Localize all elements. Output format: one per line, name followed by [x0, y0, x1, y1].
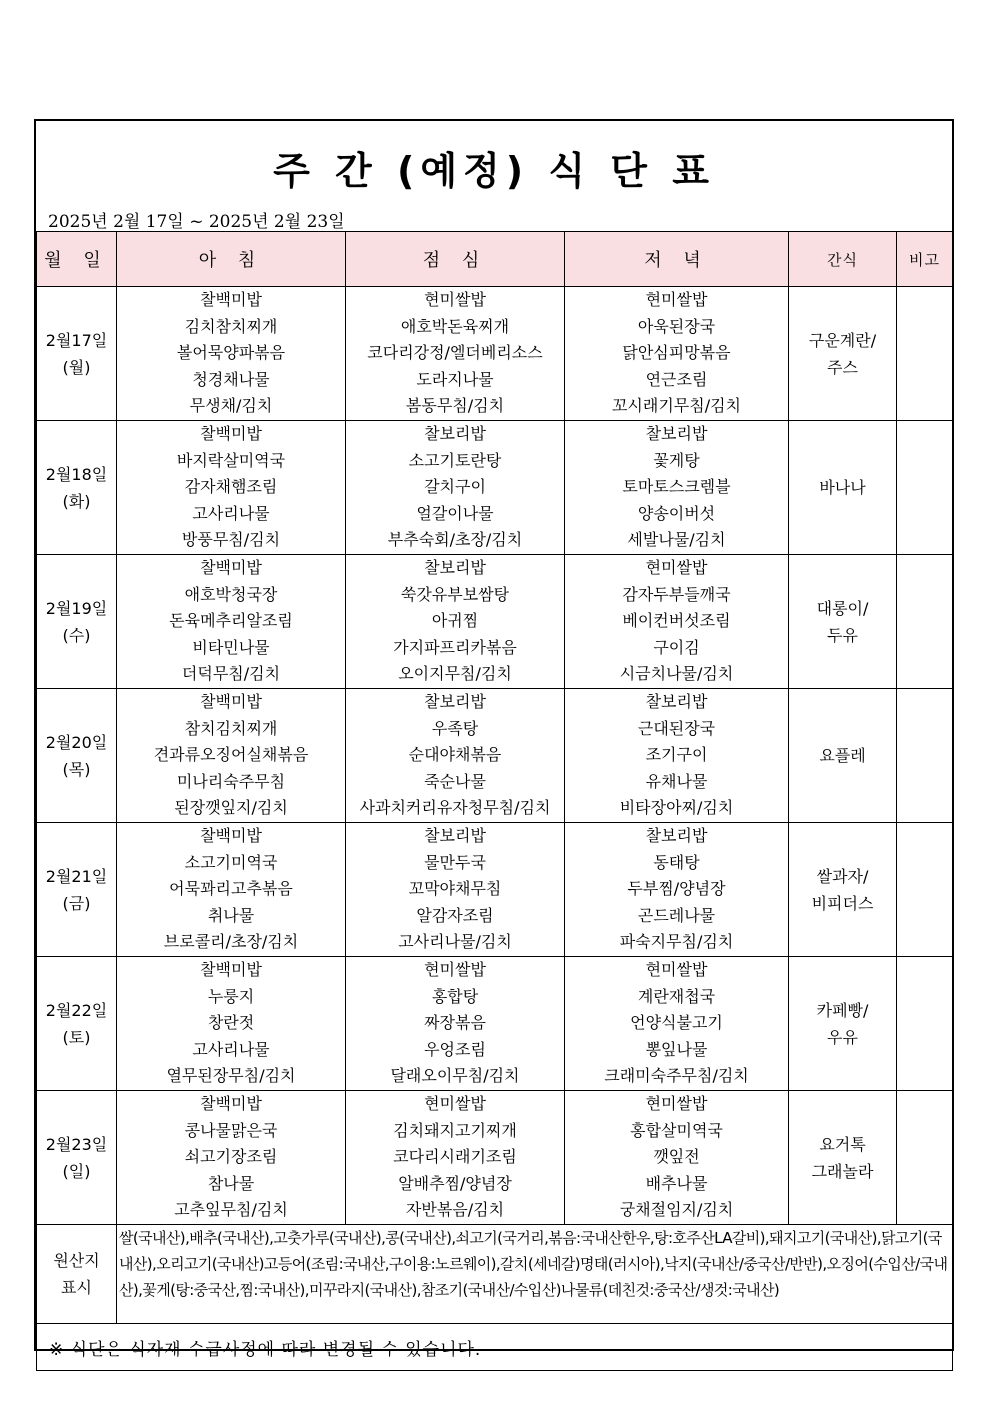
lunch-item: 코다리시래기조림	[393, 1147, 517, 1167]
breakfast-item: 찰백미밥	[200, 826, 262, 845]
breakfast-cell	[117, 689, 346, 823]
lunch-item: 홍합탕	[431, 986, 479, 1006]
breakfast-item: 견과류오징어실채볶음	[153, 745, 309, 765]
breakfast-item: 더덕무침/김치	[181, 664, 281, 684]
lunch-item: 부추숙회/초장/김치	[387, 530, 523, 550]
lunch-item: 현미쌀밥	[424, 290, 486, 309]
snack-item: 구운계란/	[808, 330, 877, 350]
breakfast-item: 콩나물맑은국	[184, 1120, 278, 1140]
remarks-cell	[897, 421, 953, 555]
lunch-item: 알감자조림	[416, 905, 494, 925]
snack-item: 주스	[827, 357, 858, 377]
header-row	[37, 232, 953, 287]
snack-item: 요거톡	[819, 1134, 866, 1154]
snack-cell	[789, 689, 897, 823]
day-weekday: (수)	[62, 625, 91, 645]
dinner-item: 꼬시래기무침/김치	[611, 396, 742, 416]
lunch-item: 고사리나물/김치	[398, 932, 512, 952]
day-weekday: (목)	[62, 759, 91, 779]
remarks-cell	[897, 555, 953, 689]
breakfast-item: 찰백미밥	[200, 1094, 262, 1113]
snack-item: 쌀과자/	[816, 866, 869, 886]
dinner-item: 현미쌀밥	[645, 1094, 708, 1113]
dinner-item: 꽃게탕	[653, 450, 700, 470]
lunch-item: 찰보리밥	[424, 692, 486, 711]
breakfast-item: 돈육메추리알조림	[169, 611, 293, 631]
date-range: 2025년 2월 17일 ~ 2025년 2월 23일	[48, 212, 345, 232]
dinner-item: 현미쌀밥	[645, 960, 708, 979]
dinner-cell	[565, 957, 789, 1091]
lunch-item: 알배추찜/양념장	[398, 1173, 512, 1193]
note-text: ※ 식단은 식자재 수급사정에 따라 변경될 수 있습니다.	[37, 1324, 953, 1371]
lunch-item: 죽순나물	[424, 771, 486, 791]
day-date: 2월21일	[45, 866, 108, 886]
dinner-item: 궁채절임지/김치	[619, 1200, 734, 1220]
breakfast-cell	[117, 287, 346, 421]
note-row	[37, 1324, 953, 1371]
lunch-cell	[346, 287, 565, 421]
dinner-item: 찰보리밥	[645, 424, 708, 443]
dinner-item: 곤드레나물	[637, 905, 716, 925]
breakfast-item: 비타민나물	[192, 637, 270, 657]
remarks-cell	[897, 823, 953, 957]
dinner-item: 조기구이	[645, 745, 708, 765]
lunch-item: 도라지나물	[416, 369, 494, 389]
breakfast-item: 무생채/김치	[189, 396, 273, 416]
day-date: 2월17일	[45, 330, 108, 350]
day-date-cell	[37, 287, 117, 421]
snack-item: 두유	[827, 625, 858, 645]
dinner-item: 계란재첩국	[637, 986, 716, 1006]
lunch-item: 찰보리밥	[424, 558, 486, 577]
breakfast-cell	[117, 555, 346, 689]
breakfast-item: 찰백미밥	[200, 692, 262, 711]
page-title: 주 간 (예정) 식 단 표	[273, 149, 715, 193]
day-date: 2월22일	[45, 1000, 108, 1020]
lunch-item: 쑥갓유부보쌈탕	[400, 584, 510, 604]
breakfast-cell	[117, 421, 346, 555]
day-date-cell	[37, 957, 117, 1091]
lunch-item: 코다리강정/엘더베리소스	[367, 343, 543, 363]
breakfast-item: 참나물	[207, 1173, 255, 1193]
breakfast-cell	[117, 1091, 346, 1225]
dinner-cell	[565, 287, 789, 421]
header-dinner: 저 녁	[565, 232, 789, 287]
lunch-item: 봄동무침/김치	[405, 396, 505, 416]
snack-item: 비피더스	[811, 893, 874, 913]
lunch-cell	[346, 823, 565, 957]
day-row	[37, 689, 953, 823]
day-date: 2월23일	[45, 1134, 108, 1154]
lunch-item: 오이지무침/김치	[398, 664, 512, 684]
menu-sheet	[34, 119, 954, 1360]
day-date-cell	[37, 421, 117, 555]
lunch-cell	[346, 689, 565, 823]
snack-cell	[789, 823, 897, 957]
breakfast-item: 참치김치찌개	[184, 718, 278, 738]
breakfast-cell	[117, 823, 346, 957]
header-date: 월 일	[37, 232, 117, 287]
snack-item: 그래놀라	[811, 1161, 874, 1181]
dinner-item: 동태탕	[653, 852, 700, 872]
dinner-cell	[565, 555, 789, 689]
origin-label-line2: 표시	[61, 1278, 92, 1297]
breakfast-item: 고사리나물	[192, 503, 270, 523]
lunch-item: 사과치커리유자청무침/김치	[359, 798, 551, 818]
breakfast-item: 누룽지	[207, 986, 255, 1006]
dinner-item: 근대된장국	[637, 718, 716, 738]
origin-row	[37, 1225, 953, 1324]
breakfast-item: 어묵꽈리고추볶음	[169, 879, 293, 899]
day-row	[37, 1091, 953, 1225]
snack-cell	[789, 1091, 897, 1225]
snack-cell	[789, 287, 897, 421]
day-weekday: (금)	[62, 893, 91, 913]
origin-label	[37, 1225, 117, 1324]
day-weekday: (화)	[62, 491, 91, 511]
lunch-item: 소고기토란탕	[408, 450, 502, 470]
day-date-cell	[37, 689, 117, 823]
breakfast-item: 된장깻잎지/김치	[174, 798, 288, 818]
day-row	[37, 421, 953, 555]
breakfast-item: 찰백미밥	[200, 290, 262, 309]
menu-table	[36, 231, 953, 1371]
dinner-item: 닭안심피망볶음	[622, 343, 731, 363]
lunch-item: 김치돼지고기찌개	[393, 1120, 517, 1140]
breakfast-item: 쇠고기장조림	[184, 1147, 278, 1167]
day-weekday: (월)	[62, 357, 91, 377]
dinner-item: 두부찜/양념장	[627, 879, 726, 899]
snack-item: 카페빵/	[816, 1000, 869, 1020]
lunch-item: 애호박돈육찌개	[400, 316, 510, 336]
lunch-item: 현미쌀밥	[424, 1094, 486, 1113]
dinner-item: 찰보리밥	[645, 692, 708, 711]
dinner-cell	[565, 823, 789, 957]
breakfast-item: 방풍무침/김치	[181, 530, 281, 550]
lunch-item: 짜장볶음	[424, 1013, 486, 1033]
breakfast-item: 찰백미밥	[200, 424, 262, 443]
dinner-item: 토마토스크렘블	[622, 477, 731, 497]
breakfast-item: 찰백미밥	[200, 960, 262, 979]
breakfast-item: 볼어묵양파볶음	[176, 343, 286, 363]
dinner-item: 구이김	[653, 637, 700, 657]
dinner-item: 홍합살미역국	[630, 1120, 723, 1140]
dinner-item: 양송이버섯	[637, 503, 716, 523]
lunch-item: 자반볶음/김치	[405, 1200, 505, 1220]
breakfast-item: 창란젓	[207, 1013, 255, 1033]
lunch-item: 현미쌀밥	[424, 960, 486, 979]
breakfast-item: 감자채햄조림	[184, 477, 278, 497]
lunch-item: 물만두국	[424, 852, 486, 872]
dinner-item: 언양식불고기	[630, 1013, 723, 1033]
breakfast-item: 고사리나물	[192, 1039, 270, 1059]
dinner-item: 현미쌀밥	[645, 558, 708, 577]
breakfast-item: 소고기미역국	[184, 852, 278, 872]
snack-cell	[789, 421, 897, 555]
dinner-item: 비타장아찌/김치	[619, 798, 734, 818]
lunch-item: 얼갈이나물	[416, 503, 494, 523]
lunch-cell	[346, 1091, 565, 1225]
snack-item: 대롱이/	[816, 598, 869, 618]
snack-cell	[789, 555, 897, 689]
lunch-cell	[346, 421, 565, 555]
lunch-item: 찰보리밥	[424, 424, 486, 443]
origin-text: 쌀(국내산),배추(국내산),고춧가루(국내산),콩(국내산),쇠고기(국거리,볶음:국내산한우,탕:호주산LA갈비),돼지고기(국내산),닭고기(국내산),오리고기(국내산)고등어(조림:국내산,구이용:노르웨이),갈치(세네갈)명태(러시아),낙지(국내산/중국산/반반),오징어(수입산/국내산),꽃게(탕:중국산,찜:국내산),미꾸라지(국내산),참조기(국내산/수입산)나물류(데친것:중국산/생것:국내산)	[117, 1225, 953, 1324]
breakfast-item: 미나리숙주무침	[176, 771, 286, 791]
days-body	[37, 287, 953, 1225]
snack-item: 우유	[827, 1027, 858, 1047]
lunch-item: 찰보리밥	[424, 826, 486, 845]
dinner-item: 크래미숙주무침/김치	[604, 1066, 749, 1086]
header-lunch: 점 심	[346, 232, 565, 287]
header-snack: 간식	[789, 232, 897, 287]
day-row	[37, 287, 953, 421]
day-date-cell	[37, 555, 117, 689]
day-date-cell	[37, 1091, 117, 1225]
dinner-item: 배추나물	[645, 1173, 708, 1193]
lunch-item: 꼬막야채무침	[408, 879, 502, 899]
origin-label-line1: 원산지	[53, 1251, 100, 1270]
breakfast-item: 고추잎무침/김치	[174, 1200, 288, 1220]
breakfast-item: 브로콜리/초장/김치	[163, 932, 299, 952]
breakfast-item: 찰백미밥	[200, 558, 262, 577]
dinner-item: 유채나물	[645, 771, 708, 791]
lunch-item: 갈치구이	[424, 477, 486, 497]
day-weekday: (토)	[62, 1027, 91, 1047]
lunch-item: 아귀찜	[431, 611, 479, 631]
lunch-item: 달래오이무침/김치	[390, 1066, 520, 1086]
lunch-item: 우엉조림	[424, 1039, 486, 1059]
day-weekday: (일)	[62, 1161, 91, 1181]
day-row	[37, 823, 953, 957]
breakfast-item: 열무된장무침/김치	[166, 1066, 296, 1086]
dinner-item: 시금치나물/김치	[619, 664, 734, 684]
day-date: 2월20일	[45, 732, 108, 752]
breakfast-cell	[117, 957, 346, 1091]
breakfast-item: 청경채나물	[192, 369, 270, 389]
lunch-cell	[346, 555, 565, 689]
dinner-cell	[565, 1091, 789, 1225]
breakfast-item: 김치참치찌개	[184, 316, 278, 336]
breakfast-item: 바지락살미역국	[176, 450, 286, 470]
remarks-cell	[897, 1091, 953, 1225]
lunch-cell	[346, 957, 565, 1091]
day-date: 2월18일	[45, 464, 108, 484]
day-date-cell	[37, 823, 117, 957]
dinner-item: 아욱된장국	[637, 316, 716, 336]
dinner-item: 찰보리밥	[645, 826, 708, 845]
remarks-cell	[897, 287, 953, 421]
snack-item: 요플레	[819, 746, 866, 765]
dinner-cell	[565, 421, 789, 555]
snack-cell	[789, 957, 897, 1091]
dinner-item: 연근조림	[645, 369, 708, 389]
header-remarks: 비고	[897, 232, 953, 287]
dinner-item: 뽕잎나물	[645, 1039, 708, 1059]
dinner-item: 깻잎전	[653, 1147, 700, 1167]
lunch-item: 우족탕	[431, 718, 479, 738]
dinner-item: 현미쌀밥	[645, 290, 708, 309]
dinner-item: 파숙지무침/김치	[619, 932, 734, 952]
remarks-cell	[897, 689, 953, 823]
dinner-item: 베이컨버섯조림	[622, 611, 731, 631]
breakfast-item: 취나물	[207, 905, 255, 925]
dinner-item: 감자두부들깨국	[622, 584, 731, 604]
dinner-cell	[565, 689, 789, 823]
dinner-item: 세발나물/김치	[627, 530, 726, 550]
remarks-cell	[897, 957, 953, 1091]
lunch-item: 가지파프리카볶음	[393, 637, 517, 657]
day-row	[37, 555, 953, 689]
day-date: 2월19일	[45, 598, 108, 618]
header-breakfast: 아 침	[117, 232, 346, 287]
snack-item: 바나나	[819, 478, 866, 497]
lunch-item: 순대야채볶음	[408, 745, 502, 765]
day-row	[37, 957, 953, 1091]
breakfast-item: 애호박청국장	[184, 584, 278, 604]
